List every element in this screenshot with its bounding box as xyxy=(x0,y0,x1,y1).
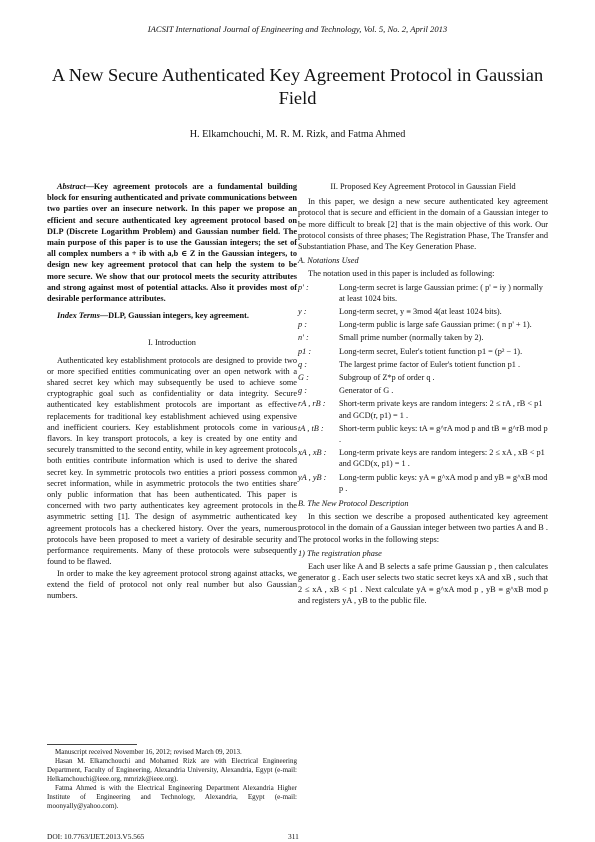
intro-paragraph-1: Authenticated key establishment protocols are designed to provide two or more specified entities communicating over an open network with a shared secret key which may subsequently be used to achieve some cryptographic goal such as confidentiality or data integrity. Secure authenticated key establishment protocols are important as effective replacements for traditional key establishment achieved using expensive and inefficient couriers. Key establishment protocols come in various flavors. In key transport protocols, a key is created by one entity and securely transmitted to the second entity, while in key agreement protocols both entities contribute information which is used to derive the shared secret key. In symmetric protocols two entities a priori possess common secret information, while in asymmetric protocols the two entities share only public information that has been authenticated. This paper is concerned with two party authenticates key agreement protocols in the asymmetric setting [1]. The design of asymmetric authenticated key agreement protocols has a checkered history. Over the years, numerous protocols have been proposed to meet a variety of desirable security and performance requirements. Many of these protocols were subsequently found to be flawed. xyxy=(47,355,297,567)
page-number: 311 xyxy=(288,832,299,841)
notation-desc: Small prime number (normally taken by 2). xyxy=(339,333,484,343)
index-terms-label: Index Terms xyxy=(57,311,100,321)
notation-symbol: p1 : xyxy=(298,346,312,356)
registration-text: Each user like A and B selects a safe prime Gaussian p , then calculates generator g . Each user selects two static secret keys xA and xB , such that 2 ≤ xA , xB < p1 . Next calculate yA ≡ g^xA mod p , yB ≡ g^xB mod p and registers yA , yB to the public file. xyxy=(298,562,548,605)
notation-symbol: yA , yB : xyxy=(298,472,327,482)
subsection-protocol-description: B. The New Protocol Description xyxy=(298,499,409,509)
protocol-description: In this section we describe a proposed authenticated key agreement protocol in the domain of a Gaussian integer between two parties A and B . The protocol works in the following steps: xyxy=(298,512,548,544)
notation-symbol: p' : xyxy=(298,282,309,292)
notation-intro: The notation used in this paper is included as following: xyxy=(308,269,495,279)
index-terms-text: —DLP, Gaussian integers, key agreement. xyxy=(99,311,249,321)
notation-symbol: p : xyxy=(298,320,307,330)
notation-symbol: g : xyxy=(298,386,307,396)
paper-title: A New Secure Authenticated Key Agreement Protocol in Gaussian Field xyxy=(51,65,544,108)
notation-symbol: G : xyxy=(298,373,309,383)
notation-symbol: xA , xB : xyxy=(298,448,327,458)
subsubsection-registration: 1) The registration phase xyxy=(298,548,382,558)
right-column xyxy=(298,181,548,606)
notation-desc: Long-term secret is large Gaussian prime: ( p' = iy ) normally at least 1024 bits. xyxy=(339,282,543,303)
footnote xyxy=(47,748,297,811)
notation-desc: Subgroup of Z*p of order q . xyxy=(339,373,435,383)
subsection-notations: A. Notations Used xyxy=(298,256,359,266)
notation-desc: Long-term public keys: yA ≡ g^xA mod p and yB ≡ g^xB mod p . xyxy=(339,472,548,493)
notation-symbol: rA , rB : xyxy=(298,399,326,409)
notation-symbol: y : xyxy=(298,307,307,317)
footnote-line: Fatma Ahmed is with the Electrical Engineering Department Alexandria Higher Institute of Engineering and Technology, Alexandria, Egypt (e-mail: moonyally@yahoo.com). xyxy=(47,784,297,810)
notation-desc: Generator of G . xyxy=(339,386,394,396)
notation-desc: Short-term public keys: tA ≡ g^rA mod p and tB ≡ g^rB mod p . xyxy=(339,423,548,445)
notation-symbol: n' : xyxy=(298,333,309,343)
footnote-rule xyxy=(47,744,137,745)
section-heading-protocol: II. Proposed Key Agreement Protocol in Gaussian Field xyxy=(330,182,516,191)
notation-desc: Long-term secret, Euler's totient function p1 = (p² − 1). xyxy=(339,346,523,356)
abstract-label: Abstract xyxy=(57,182,86,191)
doi: DOI: 10.7763/IJET.2013.V5.565 xyxy=(47,832,145,841)
protocol-intro: In this paper, we design a new secure authenticated key agreement protocol that is secure and efficient in the domain of a Gaussian integer to be more difficult to break [2] that is the main objective of this work. Our protocol consists of three phases; The Registration Phase, The Transfer and Substantiation Phase, and The Key Generation Phase. xyxy=(298,197,548,252)
journal-header: IACSIT International Journal of Engineering and Technology, Vol. 5, No. 2, April 2013 xyxy=(147,24,448,34)
authors: H. Elkamchouchi, M. R. M. Rizk, and Fatma Ahmed xyxy=(189,129,406,140)
abstract xyxy=(47,181,297,304)
index-terms xyxy=(47,310,297,321)
abstract-text: —Key agreement protocols are a fundamental building block for ensuring authenticated and private communications between two parties over an insecure network. In this paper we propose an efficient and secure authenticated key agreement protocol based on DLP (Discrete Logarithm Problem) and Gaussian number field. The main purpose of this paper is to use the Gaussian integers; the set of all complex numbers a + ib with a,b ∈ Z in the Gaussian integers, to design new key agreement protocol that can help the system to be more secure. We show that our protocol meets the security attributes and strong against most of potential attacks. Also it provides most of desirable performance attributes. xyxy=(47,182,297,304)
notation-desc: The largest prime factor of Euler's totient function p1 . xyxy=(339,359,521,369)
left-column xyxy=(47,181,297,601)
notation-symbol: tA , tB : xyxy=(298,423,324,433)
notation-desc: Long-term private keys are random integers: 2 ≤ xA , xB < p1 and GCD(x, p1) = 1 . xyxy=(339,448,545,469)
footnote-line: Manuscript received November 16, 2012; revised March 09, 2013. xyxy=(55,748,242,756)
footnote-line: Hasan M. Elkamchouchi and Mohamed Rizk are with Electrical Engineering Department, Faculty of Engineering, Alexandria University, Alexandria, Egypt (e-mail: Helkamchouchi@ieee.org, mmrizk@ieee.org). xyxy=(47,757,297,783)
notation-desc: Long-term public is large safe Gaussian prime: ( n p' + 1). xyxy=(339,320,532,330)
section-heading-introduction: I. Introduction xyxy=(148,338,196,348)
notation-desc: Long-term secret, y ≡ 3mod 4(at least 1024 bits). xyxy=(339,307,502,317)
notation-symbol: q : xyxy=(298,359,307,369)
notation-list xyxy=(298,282,548,494)
notation-desc: Short-term private keys are random integers: 2 ≤ rA , rB < p1 and GCD(r, p1) = 1 . xyxy=(339,399,543,420)
intro-paragraph-2: In order to make the key agreement protocol strong against attacks, we extend the field of protocol not only real number but also Gaussian numbers. xyxy=(47,568,297,600)
